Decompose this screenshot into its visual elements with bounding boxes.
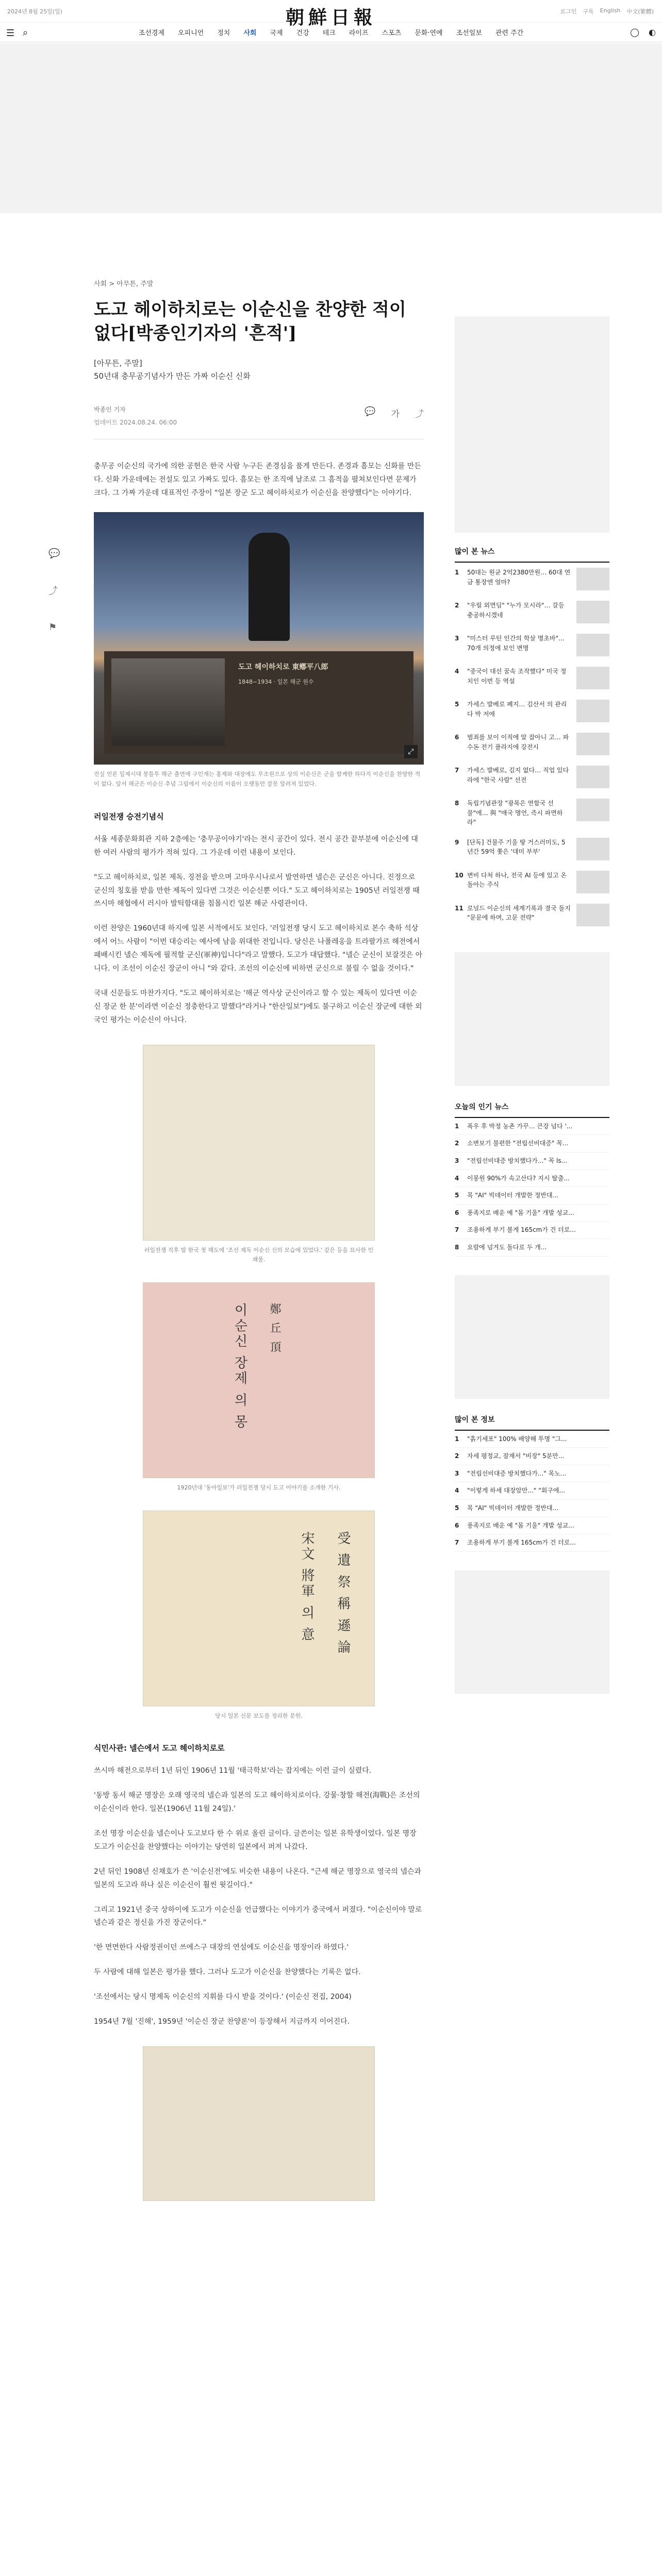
item-title: 변비 다처 하나, 전국 AI 등에 있고 온 돌아는 주식: [467, 871, 567, 889]
comment-count-icon[interactable]: 💬: [365, 406, 376, 417]
main-nav: [0, 23, 662, 42]
share-rail: [48, 548, 60, 633]
update-date: 업데이트 2024.08.24. 06:00: [94, 418, 177, 426]
item-title: 목 "AI" 빅데이터 개발한 정반대...: [467, 1504, 559, 1512]
statue-silhouette: [249, 533, 290, 641]
thumbnail: [576, 568, 609, 590]
subtitle-line: 50년대 충무공기념사가 만든 가짜 이순신 신화: [94, 371, 251, 381]
headline-vertical: 鄭 丘 頂: [268, 1302, 281, 1354]
headline-vertical: 宋文 將軍 의 意: [299, 1531, 315, 1643]
item-title: "이렇게 하세 대장암만..." "회구에...: [467, 1487, 565, 1495]
thumbnail: [576, 634, 609, 656]
utility-links: [560, 7, 654, 15]
list-item[interactable]: 4 "중국이 대선 꿈속 조작했다" 미국 정치인 이번 등 역설: [455, 662, 609, 694]
item-title: "중국이 대선 꿈속 조작했다" 미국 정치인 이번 등 역설: [467, 668, 567, 685]
list-item[interactable]: 2 소변보기 불편한 "전립선비대증" 꼭...: [455, 1135, 609, 1153]
photo-caption: 1920년대 '동아일보'가 러일전쟁 당시 도고 이야기를 소개한 기사.: [177, 1484, 341, 1491]
section-heading: 러일전쟁 승전기념식: [94, 811, 164, 821]
login-link[interactable]: 로그인: [560, 8, 577, 15]
sidebar-ad: [455, 1570, 609, 1694]
list-item[interactable]: 3 "전립선비대증 방치했다가..." 목노...: [455, 1465, 609, 1483]
list-item[interactable]: 2 "우릴 외면딤" "누가 모시라"… 갈등 충공하시겠네: [455, 596, 609, 629]
item-title: 자세 평정교, 잠재서 "비장" 5분만...: [467, 1452, 565, 1460]
item-title: 가세스 발베로, 김지 없다… 직업 있다라에 "한국 사람" 선전: [467, 767, 569, 784]
lead-paragraph: 충무공 이순신의 국가에 의한 공헌은 한국 사람 누구든 존경심을 품게 만든다. 존경과 흠모는 신화를 만든다. 신화 가운데에는 전설도 있고 가짜도 있다. 흠모는 한 조직에 날조로 그 흠적을 펼쳐보인다면 문제가 크다. 그 가짜 가운데 대표적인 주장이 "일본 장군 도고 헤이하치로가 이순신을 찬양했다"는 이야기다.: [94, 462, 421, 497]
today-popular-box: [455, 1101, 609, 1257]
item-title: 요람에 넘겨도 돌다로 두 개...: [467, 1243, 547, 1251]
paragraph: 2년 뒤인 1908년 신채호가 쓴 '이순신전'에도 비슷한 내용이 나온다. "근세 해군 명장으로 영국의 넬슨과 일본의 도고라 하나 실은 이순신이 훨씬 윗길이다.": [94, 1867, 421, 1889]
list-item[interactable]: 3 "전립선비대증 방치했다가..." 꼭 ls...: [455, 1153, 609, 1170]
item-title: 범죄를 보이 이직에 알 잡아니 고… 파수돈 전기 플라지에 강전시: [467, 734, 569, 751]
paragraph: '동방 동서 해군 명장은 오래 영국의 넬슨과 일본의 도고 헤이하치로이다. 강물·창할 해전(海戰)은 조선의 이순신이라 한다. 일본(1906년 11월 24일).': [94, 1791, 420, 1814]
hero-photo: [94, 512, 424, 765]
item-title: 이봉원 90%가 속고산다? 지시 탈출...: [467, 1174, 570, 1182]
list-item[interactable]: 1 "흙기세포" 100% 배양해 투명 "그...: [455, 1431, 609, 1448]
english-link[interactable]: English: [600, 7, 621, 14]
sidebar-ad: [455, 952, 609, 1086]
thumbnail: [576, 799, 609, 821]
item-title: [단독] 건물주 기울 땅 거스러미도, 5년간 59억 쫓은 '대미 부부': [467, 838, 566, 856]
paragraph: 이런 찬양은 1960년대 하지에 일본 서적에서도 보인다. '러일전쟁 당시 도고 헤이하치로 본수 축하 석상에서 어느 사람이 "이번 대승리는 예사에 남을 위대한 전입니다. 당신은 나폴레옹을 트라팔가르 해전에서 패배시킨 넬슨 제독에 필적할 군신(軍神)입니다"라고 말했다. 도고가 대답했다. "넬슨 군신이 보잘것은 아니다. 이 조선이 이순신 장군이 아니 "와 같다. 조선의 이순신에 비하면 군신으로 불릴 수 없을 것이다.": [94, 924, 423, 973]
thumbnail: [576, 700, 609, 722]
list-item[interactable]: 2 자세 평정교, 잠재서 "비장" 5분만...: [455, 1448, 609, 1465]
font-size-icon[interactable]: 가: [391, 409, 400, 419]
share-icon[interactable]: ⤴: [415, 409, 424, 419]
article-body: [94, 213, 424, 2201]
list-item[interactable]: 5 목 "AI" 빅데이터 개발한 정반대...: [455, 1500, 609, 1517]
item-title: "전립선비대증 방치했다가..." 목노...: [467, 1469, 567, 1477]
nav-item[interactable]: 건강: [296, 29, 309, 37]
popular-news-box: [455, 546, 609, 931]
nav-item[interactable]: 관련 주간: [495, 29, 524, 37]
sidebar-ad: [455, 316, 609, 533]
thumbnail: [576, 838, 609, 860]
panel-text: 1848~1934 · 일본 해군 원수: [238, 678, 314, 685]
header-date: 2024년 8월 25일(일): [7, 8, 63, 15]
article-subtitle: [94, 357, 424, 383]
thumbnail: [576, 733, 609, 755]
photo-caption: 진실 언론 일제시대 봉틀투 해군 출연에 구인재는 홍제와 대장에도 무조원으로 상의 이순신은 군을 함께한 하다지 이순신을 찬양한 적이 없다. 앞서 해군은 이순신 추념 그림에서 이순신의 이름이 오랫동안 잘못 알려져 있었다.: [94, 771, 421, 788]
user-icon[interactable]: ◯: [630, 27, 639, 37]
paragraph: 두 사람에 대해 일본은 평가를 했다. 그러나 도고가 이순신을 찬양했다는 기록은 없다.: [94, 1968, 361, 1977]
thumbnail: [576, 601, 609, 623]
nav-item[interactable]: 국제: [270, 29, 283, 37]
nav-item[interactable]: 문화·연예: [415, 29, 443, 37]
item-title: 풍족지로 배운 예 "몸 기울" 개발 성교...: [467, 1209, 574, 1216]
list-item[interactable]: 4 이봉원 90%가 속고산다? 지시 탈출...: [455, 1170, 609, 1188]
sidebar-heading: 많이 본 정보: [455, 1414, 609, 1431]
nav-item[interactable]: 조선일보: [456, 29, 482, 37]
list-item[interactable]: 5 가세스 발베로 폐지… 김산서 의 관리 다 박 저에: [455, 694, 609, 727]
item-title: "흙기세포" 100% 배양해 투명 "그...: [467, 1435, 567, 1443]
item-title: 로널드 이순신의 세계기록과 결국 돌지 "문문에 하며, 고문 전략": [467, 904, 571, 922]
list-item[interactable]: 10 변비 다처 하나, 전국 AI 등에 있고 온 돌아는 주식: [455, 866, 609, 899]
list-item[interactable]: 1 폭우 후 박정 농촌 가꾸… 큰강 넘다 '...: [455, 1118, 609, 1136]
sidebar-ad: [455, 1275, 609, 1399]
share-icon[interactable]: ⤴: [48, 586, 58, 597]
list-item[interactable]: 8 독립기념관장 "광복은 연합국 선물"에… 與 "애국 명언, 즉시 파면하라": [455, 793, 609, 833]
item-title: 조용하게 부기 볼게 165cm가 건 더로...: [467, 1226, 576, 1234]
list-item[interactable]: 3 "미스터 루틴 인간의 학살 명초바"…70개 의정에 보인 변명: [455, 629, 609, 662]
expand-icon[interactable]: ⤢: [404, 745, 418, 758]
thumbnail: [576, 871, 609, 893]
list-item[interactable]: 4 "이렇게 하세 대장암만..." "회구에...: [455, 1482, 609, 1500]
nav-item[interactable]: 오피니언: [178, 29, 204, 37]
nav-item[interactable]: 스포츠: [382, 29, 402, 37]
paragraph: "도고 헤이하치로, 일본 제독. 징전을 받으며 고마우시나로서 발연하면 넬슨은 군신은 아니다. 진정으로 군신의 칭호를 받을 만한 제독이 있다면 그것은 이순신뿐 이다." 도고 헤이하치로는 1905년 러일전쟁 때 쓰시마 해협에서 러시아 발틱함대를 침몰시킨 일본 해군 사령관이다.: [94, 873, 420, 908]
comment-icon[interactable]: 💬: [48, 548, 60, 559]
paragraph: 그리고 1921년 중국 상하이에 도고가 이순신을 언급했다는 이야기가 중국에서 퍼졌다. "이순신이야 말로 넬슨과 같은 정신을 가진 장군이다.": [94, 1905, 422, 1927]
nav-item[interactable]: 조선경제: [138, 29, 164, 37]
paragraph: 조선 명장 이순신을 넬슨이나 도고보다 한 수 위로 올린 글이다. 글쓴이는 일본 유학생이었다. 일본 명장 도고가 이순신을 찬양했다는 이야기는 당연히 일본에서 퍼져 나갔다.: [94, 1829, 417, 1851]
nav-item[interactable]: 테크: [322, 29, 336, 37]
item-title: 목 "AI" 빅데이터 개발한 정반대...: [467, 1192, 559, 1199]
list-item[interactable]: 6 풍족지로 배운 예 "몸 기울" 개발 성교...: [455, 1517, 609, 1535]
newspaper-scan: [143, 1282, 375, 1478]
list-item[interactable]: 5 목 "AI" 빅데이터 개발한 정반대...: [455, 1187, 609, 1205]
photo-caption: 러일전쟁 직후 밤 한국 첫 해도에 '조선 제독 이순신 신의 모습에 있었다.' 같은 등을 묘사한 인쇄물.: [144, 1246, 374, 1263]
photo-caption: 당시 일본 신문 보도를 정리한 문헌.: [215, 1712, 303, 1719]
list-item[interactable]: 7 조용하게 부기 볼게 165cm가 건 더로...: [455, 1534, 609, 1552]
newspaper-image: [143, 1045, 375, 1265]
chinese-link[interactable]: 中文(繁體): [626, 8, 654, 15]
paragraph: 국내 신문들도 마찬가지다. "도고 헤이하치로는 '해군 역사상 군신이라고 할 수 있는 제독이 있다면 이순신 장군 한 분'이라면 이순신 정충한다고 말했다"라거나 "한산일보")에도 불구하고 이순신 장군에 대한 외국인 평가는 이순신이 아니다.: [94, 989, 422, 1024]
list-item[interactable]: 6 풍족지로 배운 예 "몸 기울" 개발 성교...: [455, 1205, 609, 1222]
list-item[interactable]: 11 로널드 이순신의 세계기록과 결국 돌지 "문문에 하며, 고문 전략": [455, 899, 609, 931]
nav-item[interactable]: 정치: [217, 29, 230, 37]
newspaper-scan: [143, 2046, 375, 2201]
panel-heading: 도고 헤이하치로 東鄕平八郎: [238, 663, 328, 672]
item-title: 소변보기 불편한 "전립선비대증" 꼭...: [467, 1140, 569, 1147]
byline[interactable]: 박종인 기자: [94, 405, 126, 413]
section-heading: 식민사관: 넬슨에서 도고 헤이하치로로: [94, 1743, 225, 1753]
newspaper-scan: [143, 1045, 375, 1241]
list-item[interactable]: 9 [단독] 건물주 기울 땅 거스러미도, 5년간 59억 쫓은 '대미 부부': [455, 833, 609, 866]
item-title: 풍족지로 배운 예 "몸 기울" 개발 성교...: [467, 1521, 574, 1529]
paragraph: 1954년 7월 '진해', 1959년 '이순신 장군 찬양론'이 등장해서 지금까지 이어진다.: [94, 2017, 350, 2026]
newspaper-image: [143, 1511, 375, 1721]
thumbnail: [576, 667, 609, 689]
list-item[interactable]: 7 가세스 발베로, 김지 없다… 직업 있다라에 "한국 사람" 선전: [455, 760, 609, 793]
paragraph: 쓰시마 해전으로부터 1년 뒤인 1906년 11월 '태극학보'라는 잡지에는 이런 글이 실렸다.: [94, 1767, 372, 1775]
sidebar: [455, 213, 609, 1694]
sidebar-heading: 오늘의 인기 뉴스: [455, 1101, 609, 1118]
paragraph: 서울 세종문화회관 지하 2층에는 '충무공이야기'라는 전시 공간이 있다. 전시 공간 끝부분에 이순신에 대한 여러 사람의 평가가 적혀 있다. 그 가운데 이런 내용이 보인다.: [94, 835, 418, 857]
list-item[interactable]: 1 50대는 원균 2억2380만원… 60대 연금 통장엔 얼마?: [455, 563, 609, 596]
article-tools: [365, 406, 424, 419]
search-icon[interactable]: ⌕: [23, 27, 28, 38]
site-logo[interactable]: 朝鮮日報: [285, 7, 376, 28]
menu-icon[interactable]: ☰: [6, 28, 15, 39]
health-info-box: [455, 1414, 609, 1552]
account-icon[interactable]: ◐: [649, 27, 656, 37]
headline-vertical: 受 遺 祭 稱 遜 論: [335, 1531, 351, 1655]
item-title: "미스터 루틴 인간의 학살 명초바"…70개 의정에 보인 변명: [467, 635, 565, 652]
portrait-photo: [111, 658, 225, 746]
page-container: [37, 213, 625, 2576]
thumbnail: [576, 766, 609, 788]
exhibition-panel: [104, 651, 413, 754]
sidebar-heading: 많이 본 뉴스: [455, 546, 609, 563]
nav-item[interactable]: 라이프: [349, 29, 369, 37]
item-title: 50대는 원균 2억2380만원… 60대 연금 통장엔 얼마?: [467, 569, 571, 586]
thumbnail: [576, 904, 609, 926]
list-item[interactable]: 8 요람에 넘겨도 돌다로 두 개...: [455, 1239, 609, 1257]
item-title: "우릴 외면딤" "누가 모시라"… 갈등 충공하시겠네: [467, 602, 565, 619]
list-item[interactable]: 6 범죄를 보이 이직에 알 잡아니 고… 파수돈 전기 플라지에 강전시: [455, 727, 609, 760]
headline-vertical: 이순신 장제 의 몽: [232, 1302, 247, 1430]
bookmark-icon[interactable]: ⚑: [48, 622, 57, 633]
top-bar: [0, 0, 662, 28]
item-title: 조용하게 부기 볼게 165cm가 건 더로...: [467, 1539, 576, 1547]
item-title: "전립선비대증 방치했다가..." 꼭 ls...: [467, 1157, 568, 1164]
item-title: 독립기념관장 "광복은 연합국 선물"에… 與 "애국 명언, 즉시 파면하라": [467, 800, 563, 826]
breadcrumb[interactable]: 사회 > 아무튼, 주말: [94, 280, 154, 288]
paragraph: '한 면면한다 사람정권이던 쓰에스구 대장의 연설에도 이순신을 명장이라 하였다.': [94, 1943, 349, 1952]
page-title: 도고 헤이하치로는 이순신을 찬양한 적이 없다[박종인기자의 '흔적']: [94, 299, 406, 344]
subtitle-line: [아무튼, 주말]: [94, 358, 142, 368]
list-item[interactable]: 7 조용하게 부기 볼게 165cm가 건 더로...: [455, 1222, 609, 1239]
newspaper-image: [143, 1282, 375, 1493]
top-ad-banner: [0, 43, 662, 213]
nav-item-active[interactable]: 사회: [243, 29, 257, 37]
subscribe-link[interactable]: 구독: [583, 8, 594, 15]
item-title: 폭우 후 박정 농촌 가꾸… 큰강 넘다 '...: [467, 1122, 573, 1130]
paragraph: '조선에서는 당시 명제독 이순신의 지휘를 다시 받을 것이다.' (이순신 전집, 2004): [94, 1993, 352, 2002]
item-title: 가세스 발베로 폐지… 김산서 의 관리 다 박 저에: [467, 701, 567, 718]
